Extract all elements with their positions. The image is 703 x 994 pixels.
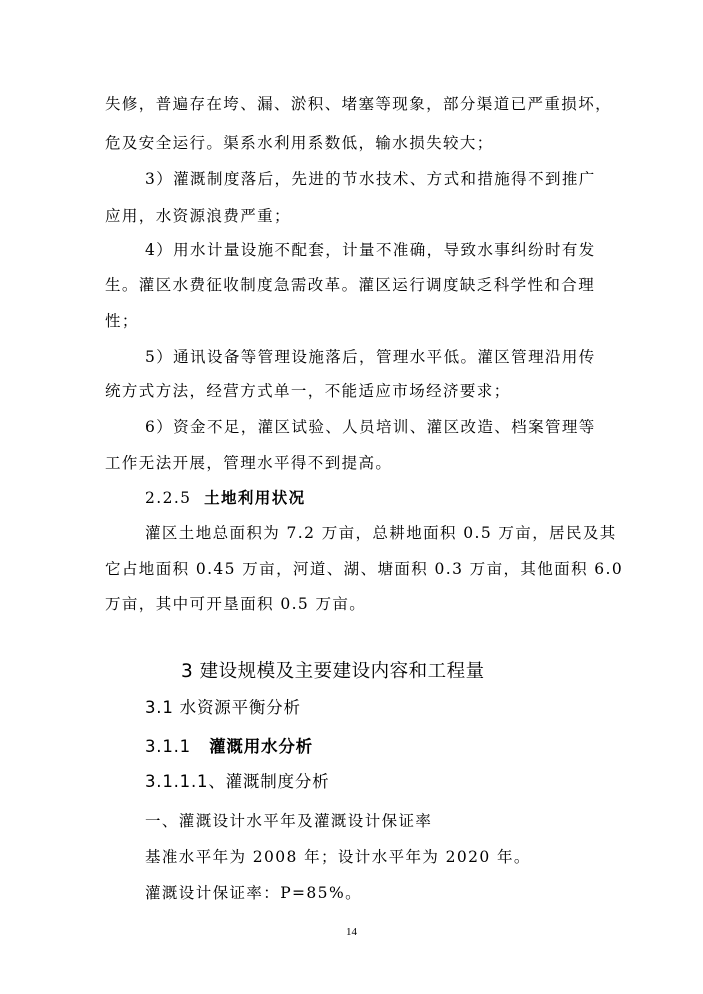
body-line-4: 应用，水资源浪费严重；	[105, 207, 291, 225]
body-line-3: 3）灌溉制度落后，先进的节水技术、方式和措施得不到推广	[145, 170, 596, 188]
body-line-6: 生。灌区水费征收制度急需改革。灌区运行调度缺乏科学性和合理	[105, 276, 596, 294]
body-line-8: 5）通讯设备等管理设施落后，管理水平低。灌区管理沿用传	[145, 348, 596, 366]
part-1-title: 一、灌溉设计水平年及灌溉设计保证率	[145, 812, 433, 830]
heading-3-1-1-number: 3.1.1	[145, 737, 191, 756]
heading-3-1: 3.1 水资源平衡分析	[145, 698, 301, 717]
heading-2-2-5-number: 2.2.5	[145, 489, 192, 507]
page-number: 14	[346, 926, 357, 938]
land-line-3: 万亩，其中可开垦面积 0.5 万亩。	[105, 595, 367, 613]
heading-3-1-1-title: 灌溉用水分析	[209, 737, 313, 756]
heading-2-2-5	[145, 488, 306, 508]
heading-3-1-1-1: 3.1.1.1、灌溉制度分析	[145, 772, 330, 791]
part-1-rate: 灌溉设计保证率：P=85%。	[145, 884, 362, 902]
land-line-2: 它占地面积 0.45 万亩，河道、湖、塘面积 0.3 万亩，其他面积 6.0	[105, 560, 624, 578]
body-line-1: 失修，普遍存在垮、漏、淤积、堵塞等现象，部分渠道已严重损坏，	[105, 95, 613, 113]
heading-2-2-5-title: 土地利用状况	[204, 489, 306, 507]
body-line-11: 工作无法开展，管理水平得不到提高。	[105, 454, 393, 472]
body-line-5: 4）用水计量设施不配套，计量不准确，导致水事纠纷时有发	[145, 241, 596, 259]
body-line-7: 性；	[105, 312, 139, 330]
land-line-1: 灌区土地总面积为 7.2 万亩，总耕地面积 0.5 万亩，居民及其	[145, 524, 617, 542]
body-line-9: 统方式方法，经营方式单一，不能适应市场经济要求；	[105, 382, 511, 400]
body-line-10: 6）资金不足，灌区试验、人员培训、灌区改造、档案管理等	[145, 418, 596, 436]
chapter-3-title: 3 建设规模及主要建设内容和工程量	[181, 661, 485, 682]
part-1-years: 基准水平年为 2008 年；设计水平年为 2020 年。	[145, 848, 531, 866]
heading-3-1-1	[145, 737, 313, 757]
body-line-2: 危及安全运行。渠系水利用系数低，输水损失较大；	[105, 134, 494, 152]
